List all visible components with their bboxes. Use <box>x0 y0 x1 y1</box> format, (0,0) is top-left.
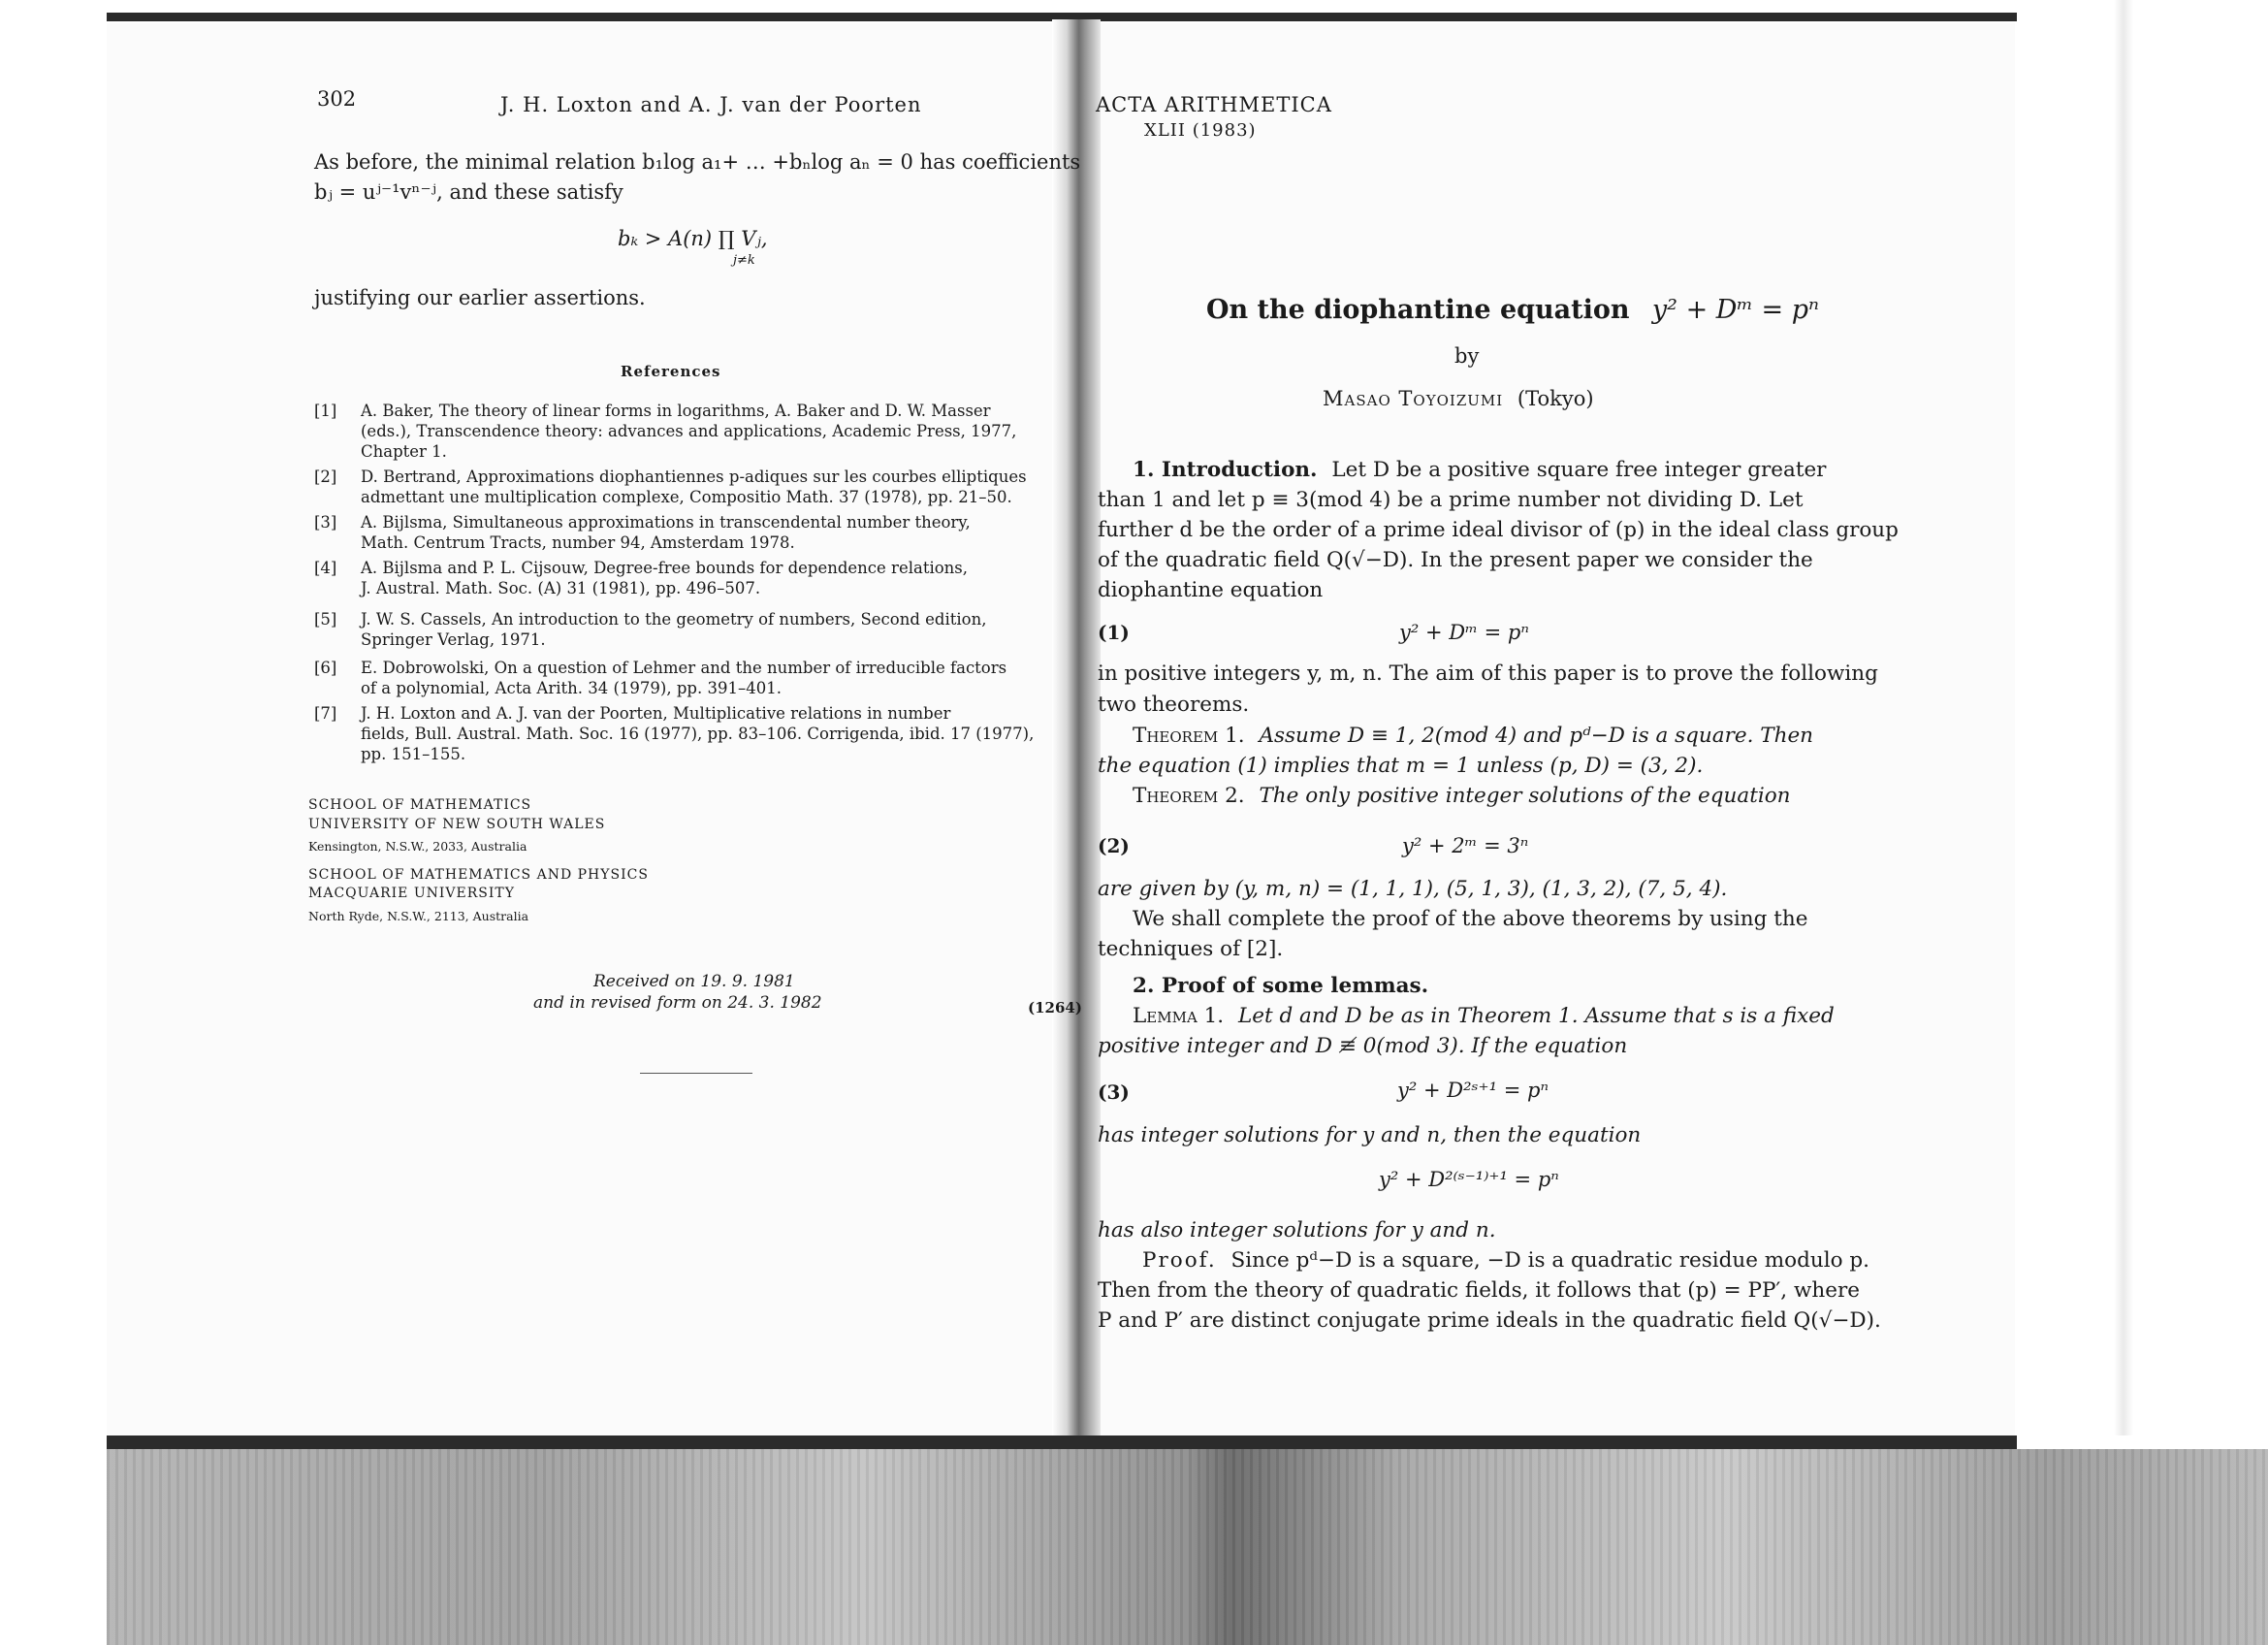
affiliation-city: Kensington, N.S.W., 2033, Australia <box>308 839 527 854</box>
by-line: by <box>1454 344 1480 368</box>
paragraph-line: in positive integers y, m, n. The aim of this paper is to prove the following <box>1098 661 1878 686</box>
affiliation-line: SCHOOL OF MATHEMATICS AND PHYSICS <box>308 867 649 883</box>
affiliation-city: North Ryde, N.S.W., 2113, Australia <box>308 909 529 923</box>
reference-line: J. W. S. Cassels, An introduction to the geometry of numbers, Second edition, <box>361 610 987 629</box>
lemma-line <box>1133 1004 1835 1029</box>
paragraph-line: diophantine equation <box>1098 578 1324 602</box>
reference-line: pp. 151–155. <box>361 745 466 763</box>
paragraph-line: bⱼ = uʲ⁻¹vⁿ⁻ʲ, and these satisfy <box>314 180 623 204</box>
lemma-line: positive integer and D ≢ 0(mod 3). If the equation <box>1098 1034 1628 1058</box>
reference-line: A. Baker, The theory of linear forms in logarithms, A. Baker and D. W. Masser <box>361 402 991 420</box>
equation-label: (2) <box>1098 834 1130 857</box>
author-place: (Tokyo) <box>1517 387 1594 410</box>
lemma-label: Lemma 1. <box>1133 1004 1225 1028</box>
journal-name: ACTA ARITHMETICA <box>1096 93 1332 116</box>
paragraph-line: As before, the minimal relation b₁log a₁+ … +bₙlog aₙ = 0 has coefficients <box>314 150 1081 174</box>
theorem-label: Theorem 1. <box>1133 724 1245 748</box>
theorem-label: Theorem 2. <box>1133 784 1245 808</box>
affiliation-line: MACQUARIE UNIVERSITY <box>308 886 516 901</box>
section-heading: 1. Introduction. <box>1133 458 1318 482</box>
lemma-text: Let d and D be as in Theorem 1. Assume that s is a fixed <box>1237 1004 1835 1028</box>
proof-line: P and P′ are distinct conjugate prime ideals in the quadratic field Q(√−D). <box>1098 1308 1881 1333</box>
theorem-line <box>1133 784 1791 809</box>
received-date: Received on 19. 9. 1981 <box>593 972 795 991</box>
affiliation-line: SCHOOL OF MATHEMATICS <box>308 797 532 813</box>
paragraph-line: than 1 and let p ≡ 3(mod 4) be a prime number not dividing D. Let <box>1098 488 1804 512</box>
theorem-line: the equation (1) implies that m = 1 unless (p, D) = (3, 2). <box>1098 754 1704 778</box>
reference-line: E. Dobrowolski, On a question of Lehmer and the number of irreducible factors <box>361 659 1007 677</box>
theorem-line <box>1133 724 1813 749</box>
reference-line: fields, Bull. Austral. Math. Soc. 16 (1977), pp. 83–106. Corrigenda, ibid. 17 (1977), <box>361 725 1035 743</box>
end-rule <box>640 1073 752 1074</box>
reference-line: of a polynomial, Acta Arith. 34 (1979), pp. 391–401. <box>361 679 782 697</box>
paragraph-line: of the quadratic field Q(√−D). In the present paper we consider the <box>1098 548 1813 572</box>
reference-line: A. Bijlsma and P. L. Cijsouw, Degree-free bounds for dependence relations, <box>361 559 969 577</box>
reference-number: [4] <box>314 559 337 577</box>
reference-line: J. Austral. Math. Soc. (A) 31 (1981), pp. 496–507. <box>361 579 761 597</box>
formula-subscript: j≠k <box>733 253 755 268</box>
page-number: 302 <box>317 87 357 111</box>
paragraph-line: has also integer solutions for y and n. <box>1098 1218 1496 1242</box>
reference-number: [1] <box>314 402 337 420</box>
equation-label: (3) <box>1098 1081 1130 1104</box>
display-formula: bₖ > A(n) ∏ Vⱼ, <box>618 227 768 250</box>
paragraph-line <box>1133 458 1826 483</box>
equation: y² + 2ᵐ = 3ⁿ <box>1402 834 1529 857</box>
paragraph-line: are given by (y, m, n) = (1, 1, 1), (5, 1, 3), (1, 3, 2), (7, 5, 4). <box>1098 877 1728 901</box>
author-name: Masao Toyoizumi <box>1323 387 1504 410</box>
author-line <box>1323 387 1594 411</box>
affiliation-line: UNIVERSITY OF NEW SOUTH WALES <box>308 817 606 832</box>
book-gutter-shadow <box>1052 19 1101 1440</box>
reference-line: D. Bertrand, Approximations diophantiennes p-adiques sur les courbes elliptiques <box>361 468 1027 486</box>
reference-number: [5] <box>314 610 337 629</box>
section-heading: 2. Proof of some lemmas. <box>1133 974 1429 998</box>
reference-line: Math. Centrum Tracts, number 94, Amsterdam 1978. <box>361 533 795 552</box>
scan-background-noise <box>107 1449 2268 1645</box>
reference-number: [7] <box>314 704 337 723</box>
reference-line: Chapter 1. <box>361 442 447 461</box>
proof-line: Then from the theory of quadratic fields, it follows that (p) = PP′, where <box>1098 1278 1860 1303</box>
paragraph-line: justifying our earlier assertions. <box>314 286 646 309</box>
title-equation: y² + Dᵐ = pⁿ <box>1651 295 1819 325</box>
theorem-text: Assume D ≡ 1, 2(mod 4) and pᵈ−D is a square. Then <box>1259 724 1814 748</box>
theorem-text: The only positive integer solutions of the equation <box>1259 784 1791 808</box>
references-heading: References <box>621 363 721 380</box>
proof-text: Since pᵈ−D is a square, −D is a quadratic residue modulo p. <box>1230 1248 1869 1273</box>
scan-bottom-border <box>107 1435 2017 1449</box>
reference-line: A. Bijlsma, Simultaneous approximations in transcendental number theory, <box>361 513 971 532</box>
reference-number: [3] <box>314 513 337 532</box>
equation: y² + D²ˢ⁺¹ = pⁿ <box>1397 1079 1549 1102</box>
page-edge <box>2114 0 2133 1435</box>
section-text: Let D be a positive square free integer greater <box>1331 458 1827 482</box>
proof-label: Proof. <box>1142 1248 1217 1273</box>
reference-number: [2] <box>314 468 337 486</box>
paragraph-line: We shall complete the proof of the above theorems by using the <box>1133 907 1808 931</box>
margin-mark: (1264) <box>1028 999 1082 1016</box>
reference-line: Springer Verlag, 1971. <box>361 630 546 649</box>
journal-volume: XLII (1983) <box>1144 120 1257 141</box>
reference-number: [6] <box>314 659 337 677</box>
title-text: On the diophantine equation <box>1206 295 1630 325</box>
equation: y² + Dᵐ = pⁿ <box>1399 621 1529 644</box>
reference-line: J. H. Loxton and A. J. van der Poorten, Multiplicative relations in number <box>361 704 951 723</box>
paragraph-line: further d be the order of a prime ideal divisor of (p) in the ideal class group <box>1098 518 1899 542</box>
running-head: J. H. Loxton and A. J. van der Poorten <box>500 93 922 116</box>
proof-line <box>1142 1248 1869 1274</box>
paragraph-line: techniques of [2]. <box>1098 937 1284 961</box>
paper-title <box>1206 295 1819 325</box>
equation-label: (1) <box>1098 621 1130 644</box>
paragraph-line: has integer solutions for y and n, then the equation <box>1098 1123 1642 1147</box>
reference-line: admettant une multiplication complexe, Compositio Math. 37 (1978), pp. 21–50. <box>361 488 1012 506</box>
reference-line: (eds.), Transcendence theory: advances and applications, Academic Press, 1977, <box>361 422 1017 440</box>
paragraph-line: two theorems. <box>1098 693 1250 717</box>
equation: y² + D²⁽ˢ⁻¹⁾⁺¹ = pⁿ <box>1379 1168 1559 1191</box>
revised-date: and in revised form on 24. 3. 1982 <box>533 993 822 1013</box>
